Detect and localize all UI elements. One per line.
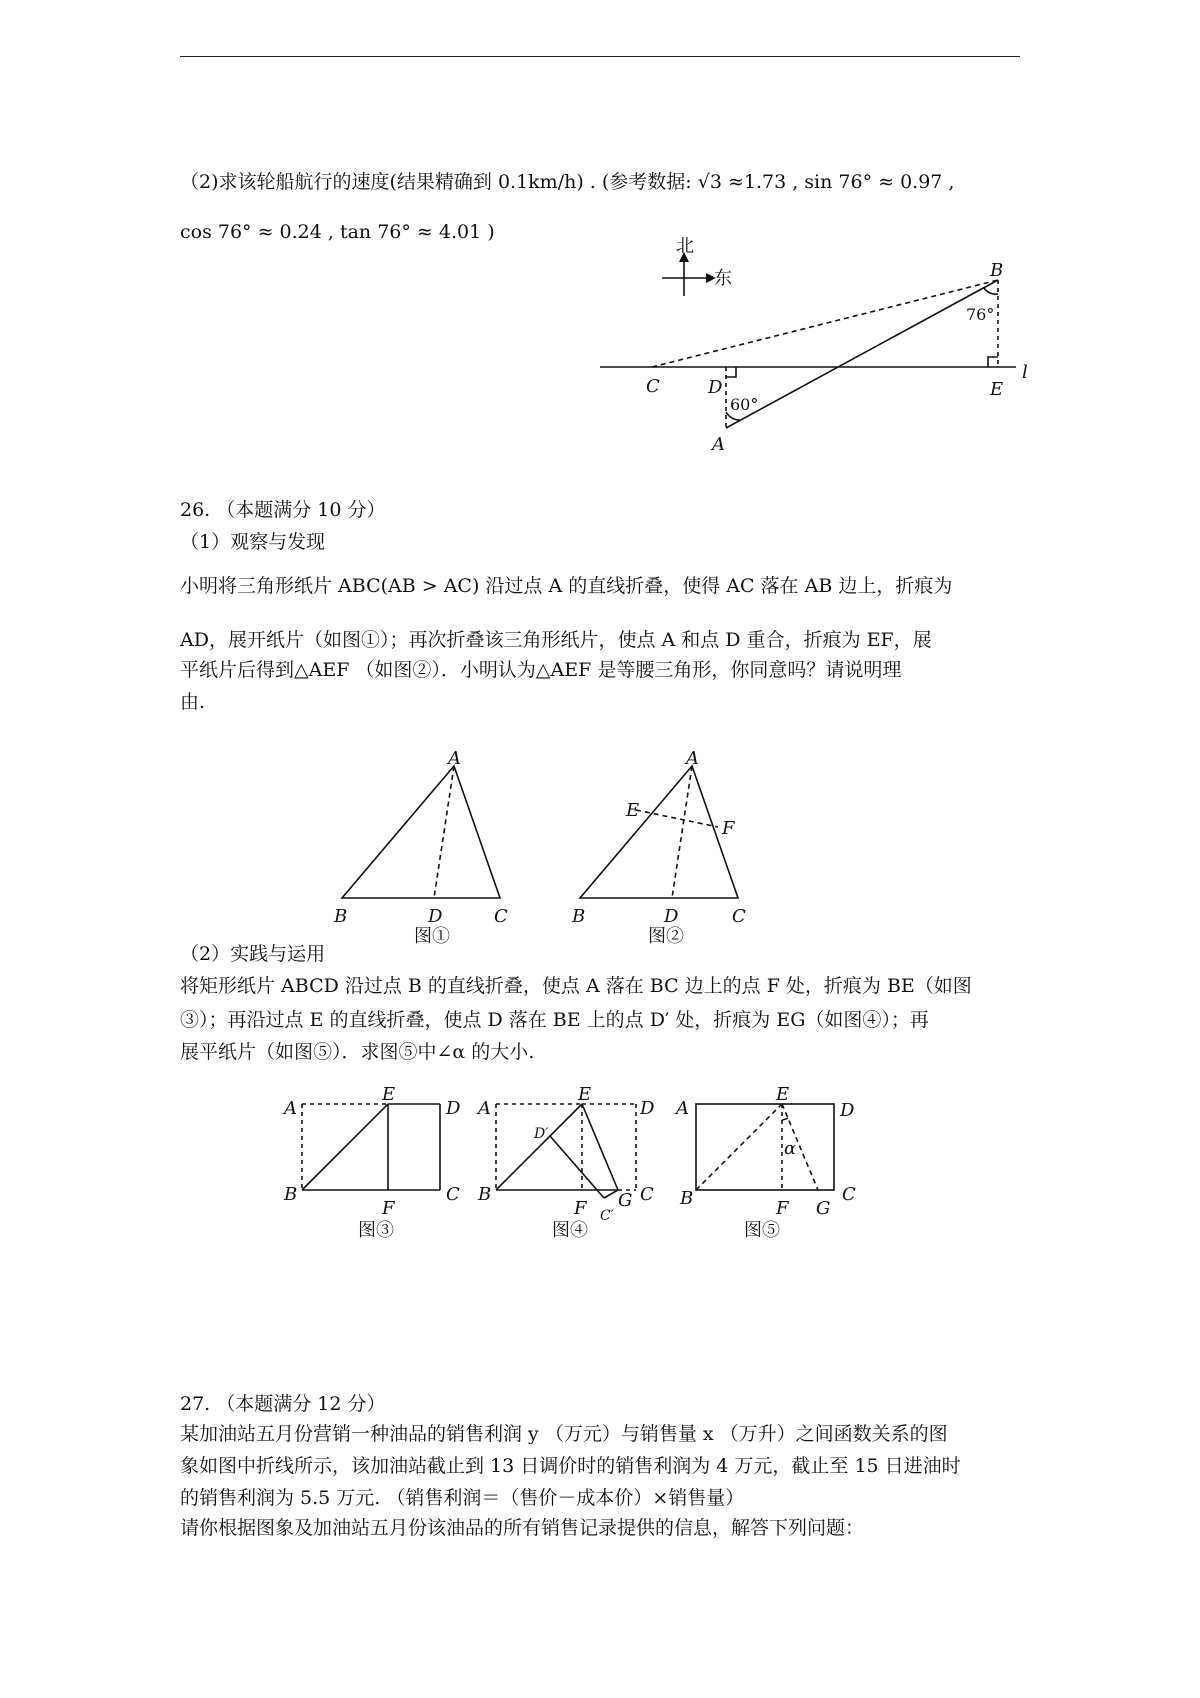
q25-line-1: （2)求该轮船航行的速度(结果精确到 0.1km/h) . (参考数据: √3 ≈1.73 , sin 76° ≈ 0.97 , bbox=[180, 171, 955, 193]
fig4-label-Cp: C′ bbox=[600, 1208, 614, 1224]
fig4-segment-BE bbox=[496, 1104, 582, 1190]
fig2-label-C: C bbox=[732, 906, 746, 927]
fig2-label-D: D bbox=[664, 906, 679, 927]
fig5-label-C: C bbox=[842, 1184, 856, 1205]
fig5-label-D: D bbox=[840, 1100, 855, 1121]
fig4-label-Dp: D′ bbox=[534, 1126, 549, 1142]
fig4-caption: 图④ bbox=[552, 1220, 588, 1241]
q27-heading: 27. （本题满分 12 分） bbox=[180, 1393, 386, 1415]
fig4-label-C: C bbox=[640, 1184, 654, 1205]
fig2-label-F: F bbox=[722, 818, 735, 839]
fig2-caption: 图② bbox=[648, 926, 684, 947]
fig5-label-E: E bbox=[776, 1084, 790, 1105]
angle-B-label: 76° bbox=[966, 305, 995, 324]
q26-part2-title: （2）实践与运用 bbox=[180, 943, 326, 965]
q26-part1-title: （1）观察与发现 bbox=[180, 531, 326, 553]
fig2-label-E: E bbox=[626, 800, 640, 821]
q26-part1-line-4: 由. bbox=[180, 691, 206, 713]
fig4-label-G: G bbox=[618, 1190, 633, 1211]
q26-part1-line-3: 平纸片后得到△AEF （如图②）．小明认为△AEF 是等腰三角形，你同意吗？请说明理 bbox=[180, 659, 902, 681]
point-B-label: B bbox=[990, 260, 1004, 281]
fig3-label-A: A bbox=[284, 1098, 297, 1119]
fig3-label-C: C bbox=[446, 1184, 460, 1205]
fig4-label-D: D bbox=[640, 1098, 655, 1119]
q26-part1-line-1: 小明将三角形纸片 ABC(AB > AC) 沿过点 A 的直线折叠，使得 AC 落在 AB 边上，折痕为 bbox=[180, 575, 953, 597]
fig2-label-A: A bbox=[686, 748, 699, 769]
fig5-rectangle bbox=[696, 1104, 834, 1190]
fig1-caption: 图① bbox=[414, 926, 450, 947]
fig3-label-F: F bbox=[382, 1198, 395, 1219]
fig3-label-E: E bbox=[382, 1084, 396, 1105]
fig1-label-B: B bbox=[334, 906, 348, 927]
line-l-label: l bbox=[1022, 362, 1028, 383]
fig5-caption: 图⑤ bbox=[744, 1220, 780, 1241]
fig5-label-A: A bbox=[676, 1098, 689, 1119]
fig4-label-B: B bbox=[478, 1184, 492, 1205]
fig1-label-D: D bbox=[428, 906, 443, 927]
fig2-label-B: B bbox=[572, 906, 586, 927]
q26-part2-line-3: 展平纸片（如图⑤）．求图⑤中∠α 的大小. bbox=[180, 1041, 535, 1063]
fig3-label-D: D bbox=[446, 1098, 461, 1119]
fig1-label-C: C bbox=[494, 906, 508, 927]
point-C-label: C bbox=[646, 376, 660, 397]
fig4-label-E: E bbox=[578, 1084, 592, 1105]
fig5-label-B: B bbox=[680, 1188, 694, 1209]
fig4-label-A: A bbox=[478, 1098, 491, 1119]
q25-line-2: cos 76° ≈ 0.24 , tan 76° ≈ 4.01 ) bbox=[180, 221, 495, 243]
q26-part2-line-2: ③）；再沿过点 E 的直线折叠，使点 D 落在 BE 上的点 D′ 处，折痕为 EG（如图④）；再 bbox=[180, 1009, 929, 1031]
q26-part1-line-2: AD，展开纸片（如图①）；再次折叠该三角形纸片，使点 A 和点 D 重合，折痕为 EF，展 bbox=[180, 629, 932, 651]
fig4-segment-EG bbox=[582, 1104, 618, 1190]
fig3-segment-BE bbox=[302, 1104, 388, 1190]
q27-line-4: 请你根据图象及加油站五月份该油品的所有销售记录提供的信息，解答下列问题： bbox=[180, 1517, 865, 1539]
fig5-label-alpha: α bbox=[784, 1138, 797, 1159]
q26-heading: 26. （本题满分 10 分） bbox=[180, 499, 386, 521]
compass-east-label: 东 bbox=[714, 268, 732, 289]
fig4-segment-CpG bbox=[604, 1190, 618, 1198]
fig5-segment-BE bbox=[696, 1104, 782, 1190]
fig5-angle-arc bbox=[782, 1118, 788, 1120]
q27-line-1: 某加油站五月份营销一种油品的销售利润 y （万元）与销售量 x （万升）之间函数关系的图 bbox=[180, 1423, 948, 1445]
point-A-label: A bbox=[712, 434, 725, 455]
fig5-label-G: G bbox=[816, 1198, 831, 1219]
fig4-label-F: F bbox=[574, 1198, 587, 1219]
q26-part2-line-1: 将矩形纸片 ABCD 沿过点 B 的直线折叠，使点 A 落在 BC 边上的点 F 处，折痕为 BE（如图 bbox=[180, 975, 972, 997]
angle-A-label: 60° bbox=[730, 395, 759, 414]
compass-north-label: 北 bbox=[676, 236, 694, 257]
point-D-label: D bbox=[708, 377, 723, 398]
fig3-caption: 图③ bbox=[358, 1220, 394, 1241]
q27-line-3: 的销售利润为 5.5 万元. （销售利润＝（售价－成本价）×销售量） bbox=[180, 1487, 745, 1509]
fig5-label-F: F bbox=[776, 1198, 789, 1219]
fig4-segment-DpCp bbox=[550, 1136, 604, 1198]
fig1-label-A: A bbox=[448, 748, 461, 769]
fig3-label-B: B bbox=[284, 1184, 298, 1205]
point-E-label: E bbox=[990, 379, 1004, 400]
q27-line-2: 象如图中折线所示，该加油站截止到 13 日调价时的销售利润为 4 万元，截止至 15 日进油时 bbox=[180, 1455, 961, 1477]
